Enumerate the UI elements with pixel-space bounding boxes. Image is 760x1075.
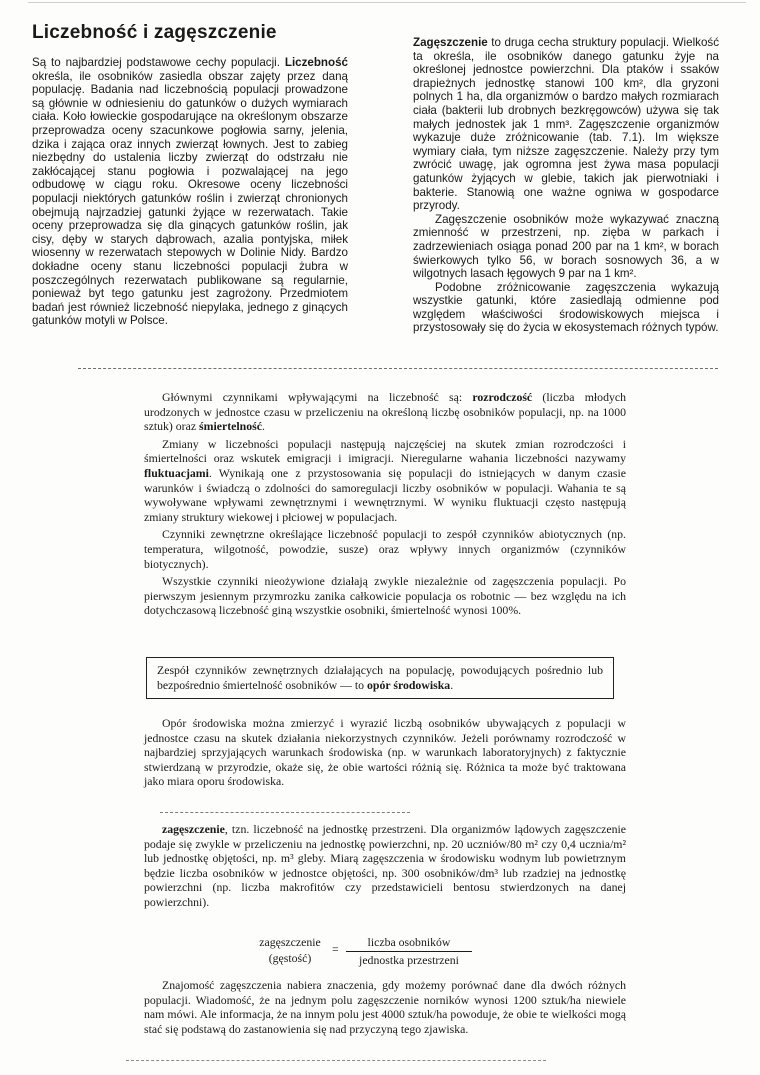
resistance-text — [144, 716, 626, 792]
bold-term: Liczebność — [284, 56, 348, 69]
formula-fraction — [346, 934, 472, 968]
section-divider-2 — [160, 812, 410, 813]
definition-box — [146, 657, 614, 699]
closing-paragraph: Znajomość zagęszczenia nabiera znaczenia, gdy możemy porównać dane dla dwóch różnych populacji. Wiadomość, że na jednym polu zagęszczenie norników wynosi 1200 sztuk/ha niewiele nam mówi. Ale informacja, że na innym polu jest 4000 sztuk/ha powoduje, że obie te wielkości mogą stać się podstawą do zastanowienia się nad przyczyną tego zjawiska. — [144, 978, 626, 1036]
text-run: , tzn. liczebność na jednostkę przestrzeni. Dla organizmów lądowych zagęszczenie podaje się zwykle w przeliczeniu na jednostkę powierzchni, np. 20 uczniów/80 m² czy 0,4 ucznia/m² lub jednostkę objętości, np. m³ gleby. Miarą zagęszczenia w środowisku wodnym lub powietrznym będzie liczba osobników w jednostce objętości, np. 300 osobników/dm³ lub rzadziej na jednostkę powierzchni (np. liczba makrofitów czy przedstawicieli bentosu stwierdzonych na danej powierzchni). — [144, 822, 626, 909]
density-text — [144, 822, 626, 913]
text-run: Głównymi czynnikami wpływającymi na liczebność są: — [162, 390, 473, 404]
main-paragraph-2 — [144, 437, 626, 525]
bold-term: Zagęszczenie — [413, 36, 488, 49]
formula-term: zagęszczenie — [259, 935, 321, 949]
text-run: Zespół czynników zewnętrznych działających na populację, powodujących pośrednio lub bezpośrednio śmiertelność osobników — to — [157, 663, 603, 692]
formula-numerator: liczba osobników — [346, 934, 472, 952]
formula-equals: = — [332, 942, 339, 956]
density-formula — [250, 934, 490, 974]
main-paragraph-1 — [144, 390, 626, 434]
text-run: (liczba młodych urodzonych w jednostce czasu w przeliczeniu na określoną liczbę osobników populacji, np. na 1000 sztuk) oraz — [144, 390, 626, 434]
bold-term: rozrodczość — [472, 390, 533, 404]
text-run: . — [450, 677, 454, 692]
left-column — [32, 22, 348, 328]
resistance-paragraph: Opór środowiska można zmierzyć i wyrazić liczbą osobników ubywających z populacji w jednostce czasu na skutek działania niekorzystnych czynników. Jeżeli porównamy rozrodczość w najbardziej sprzyjających warunkach środowiska (np. w warunkach laboratoryjnych) z faktycznie stwierdzaną w przyrodzie, okaże się, że obie wartości różnią się. Różnica ta może być traktowana jako miara oporu środowiska. — [144, 716, 626, 789]
bold-term: opór środowiska — [367, 677, 451, 692]
left-paragraph-1 — [32, 56, 348, 328]
main-text-block — [144, 390, 626, 621]
section-divider — [78, 368, 718, 371]
text-run: . — [261, 419, 265, 434]
main-paragraph-3: Czynniki zewnętrzne określające liczebność populacji to zespół czynników abiotycznych (np. temperatura, wilgotność, powodzie, susze) oraz wpływy innych organizmów (czynników biotycznych). — [144, 527, 626, 571]
bold-term: śmiertelność — [199, 419, 262, 434]
text-run: Są to najbardziej podstawowe cechy populacji. — [32, 56, 285, 69]
section-title: Liczebność i zagęszczenie — [32, 22, 277, 43]
density-paragraph — [144, 822, 626, 910]
right-paragraph-3: Podobne zróżnicowanie zagęszczenia wykazują wszystkie gatunki, które zasiedlają odmienne pod względem właściwości środowiskowych miejsca i przystosowały się do życia w ekosystemach różnych typów. — [413, 280, 719, 335]
formula-left-side — [250, 934, 330, 966]
bottom-divider — [126, 1060, 546, 1061]
right-column — [413, 36, 719, 335]
right-paragraph-2: Zagęszczenie osobników może wykazywać znaczną zmienność w przestrzeni, np. zięba w parkach i zadrzewieniach osiąga ponad 200 par na 1 km², w borach świerkowych tylko 56, w borach sosnowych 36, a w wilgotnych lasach łęgowych 9 par na 1 km². — [413, 212, 719, 281]
text-run: Zmiany w liczebności populacji następują najczęściej na skutek zmian rozrodczości i śmiertelności oraz wskutek emigracji i imigracji. Nieregularne wahania liczebności nazywamy — [144, 436, 626, 466]
main-paragraph-4: Wszystkie czynniki nieożywione działają zwykle niezależnie od zagęszczenia populacji. Po pierwszym jesiennym przymrozku zanika całkowicie populacja os robotnic — bez względu na ich dotychczasową liczebność giną wszystkie osobniki, śmiertelność wynosi 100%. — [144, 574, 626, 618]
formula-denominator: jednostka przestrzeni — [359, 953, 459, 967]
bold-term: fluktuacjami — [144, 465, 209, 480]
closing-text — [144, 978, 626, 1039]
text-run: określa, ile osobników zasiedla obszar zajęty przez daną populację. Badania nad liczebnością populacji prowadzone są głównie w odniesieniu do gatunków o dużych wymiarach ciała. Koło łowieckie gospodarujące na określonym obszarze przeprowadza oceny szacunkowe pogłowia sarny, jelenia, dzika i zająca oraz innych zwierząt łownych. Jest to zabieg niezbędny do ustalenia liczby zwierząt do odstrzału nie zakłócającej stanu pogłowia i pozwalającej na jego odbudowę w ciągu roku. Okresowe oceny liczebności populacji niektórych gatunków roślin i zwierząt chronionych obejmują najrzadziej gatunki żyjące w rezerwatach. Takie oceny przeprowadza się dla ginących gatunków roślin, jak cisy, dęby w starych dąbrowach, azalia pontyjska, miłek wiosenny w rezerwatach stepowych w Dolinie Nidy. Bardzo dokładne oceny stanu liczebności populacji żubra w poszczególnych rezerwatach publikowane są regularnie, ponieważ byt tego gatunku jest zagrożony. Przedmiotem badań jest również liczebność niepylaka, jednego z ginących gatunków motyli w Polsce. — [32, 69, 348, 328]
top-rule — [28, 2, 746, 3]
bold-term: zagęszczenie — [162, 822, 225, 836]
text-run: to druga cecha struktury populacji. Wielkość ta określa, ile osobników danego gatunku żyje na określonej jednostce powierzchni. Dla ptaków i ssaków drapieżnych jednostkę stanowi 100 km², dla gryzoni polnych 1 ha, dla organizmów o bardzo małych rozmiarach ciała (bakterii lub drobnych bezkręgowców) używa się tak małych jednostek jak 1 mm³. Zagęszczenie organizmów wykazuje duże zróżnicowanie (tab. 7.1). Im większe wymiary ciała, tym niższe zagęszczenie. Należy przy tym zwrócić uwagę, jak ogromna jest żywa masa populacji gatunków żyjących w glebie, takich jak pierwotniaki i bakterie. Stanowią one ważne ogniwa w gospodarce przyrody. — [413, 36, 719, 213]
formula-term-alt: (gęstość) — [268, 951, 312, 965]
right-paragraph-1 — [413, 36, 719, 213]
text-run: . Wynikają one z przystosowania się populacji do istniejących w danym czasie warunków i świadczą o zdolności do samoregulacji liczby osobników w populacji. Wahania te są wywoływane wpływami zewnętrznymi i wewnętrznymi. W wyniku fluktuacji często następują zmiany struktury wiekowej i płciowej w populacjach. — [144, 465, 626, 524]
